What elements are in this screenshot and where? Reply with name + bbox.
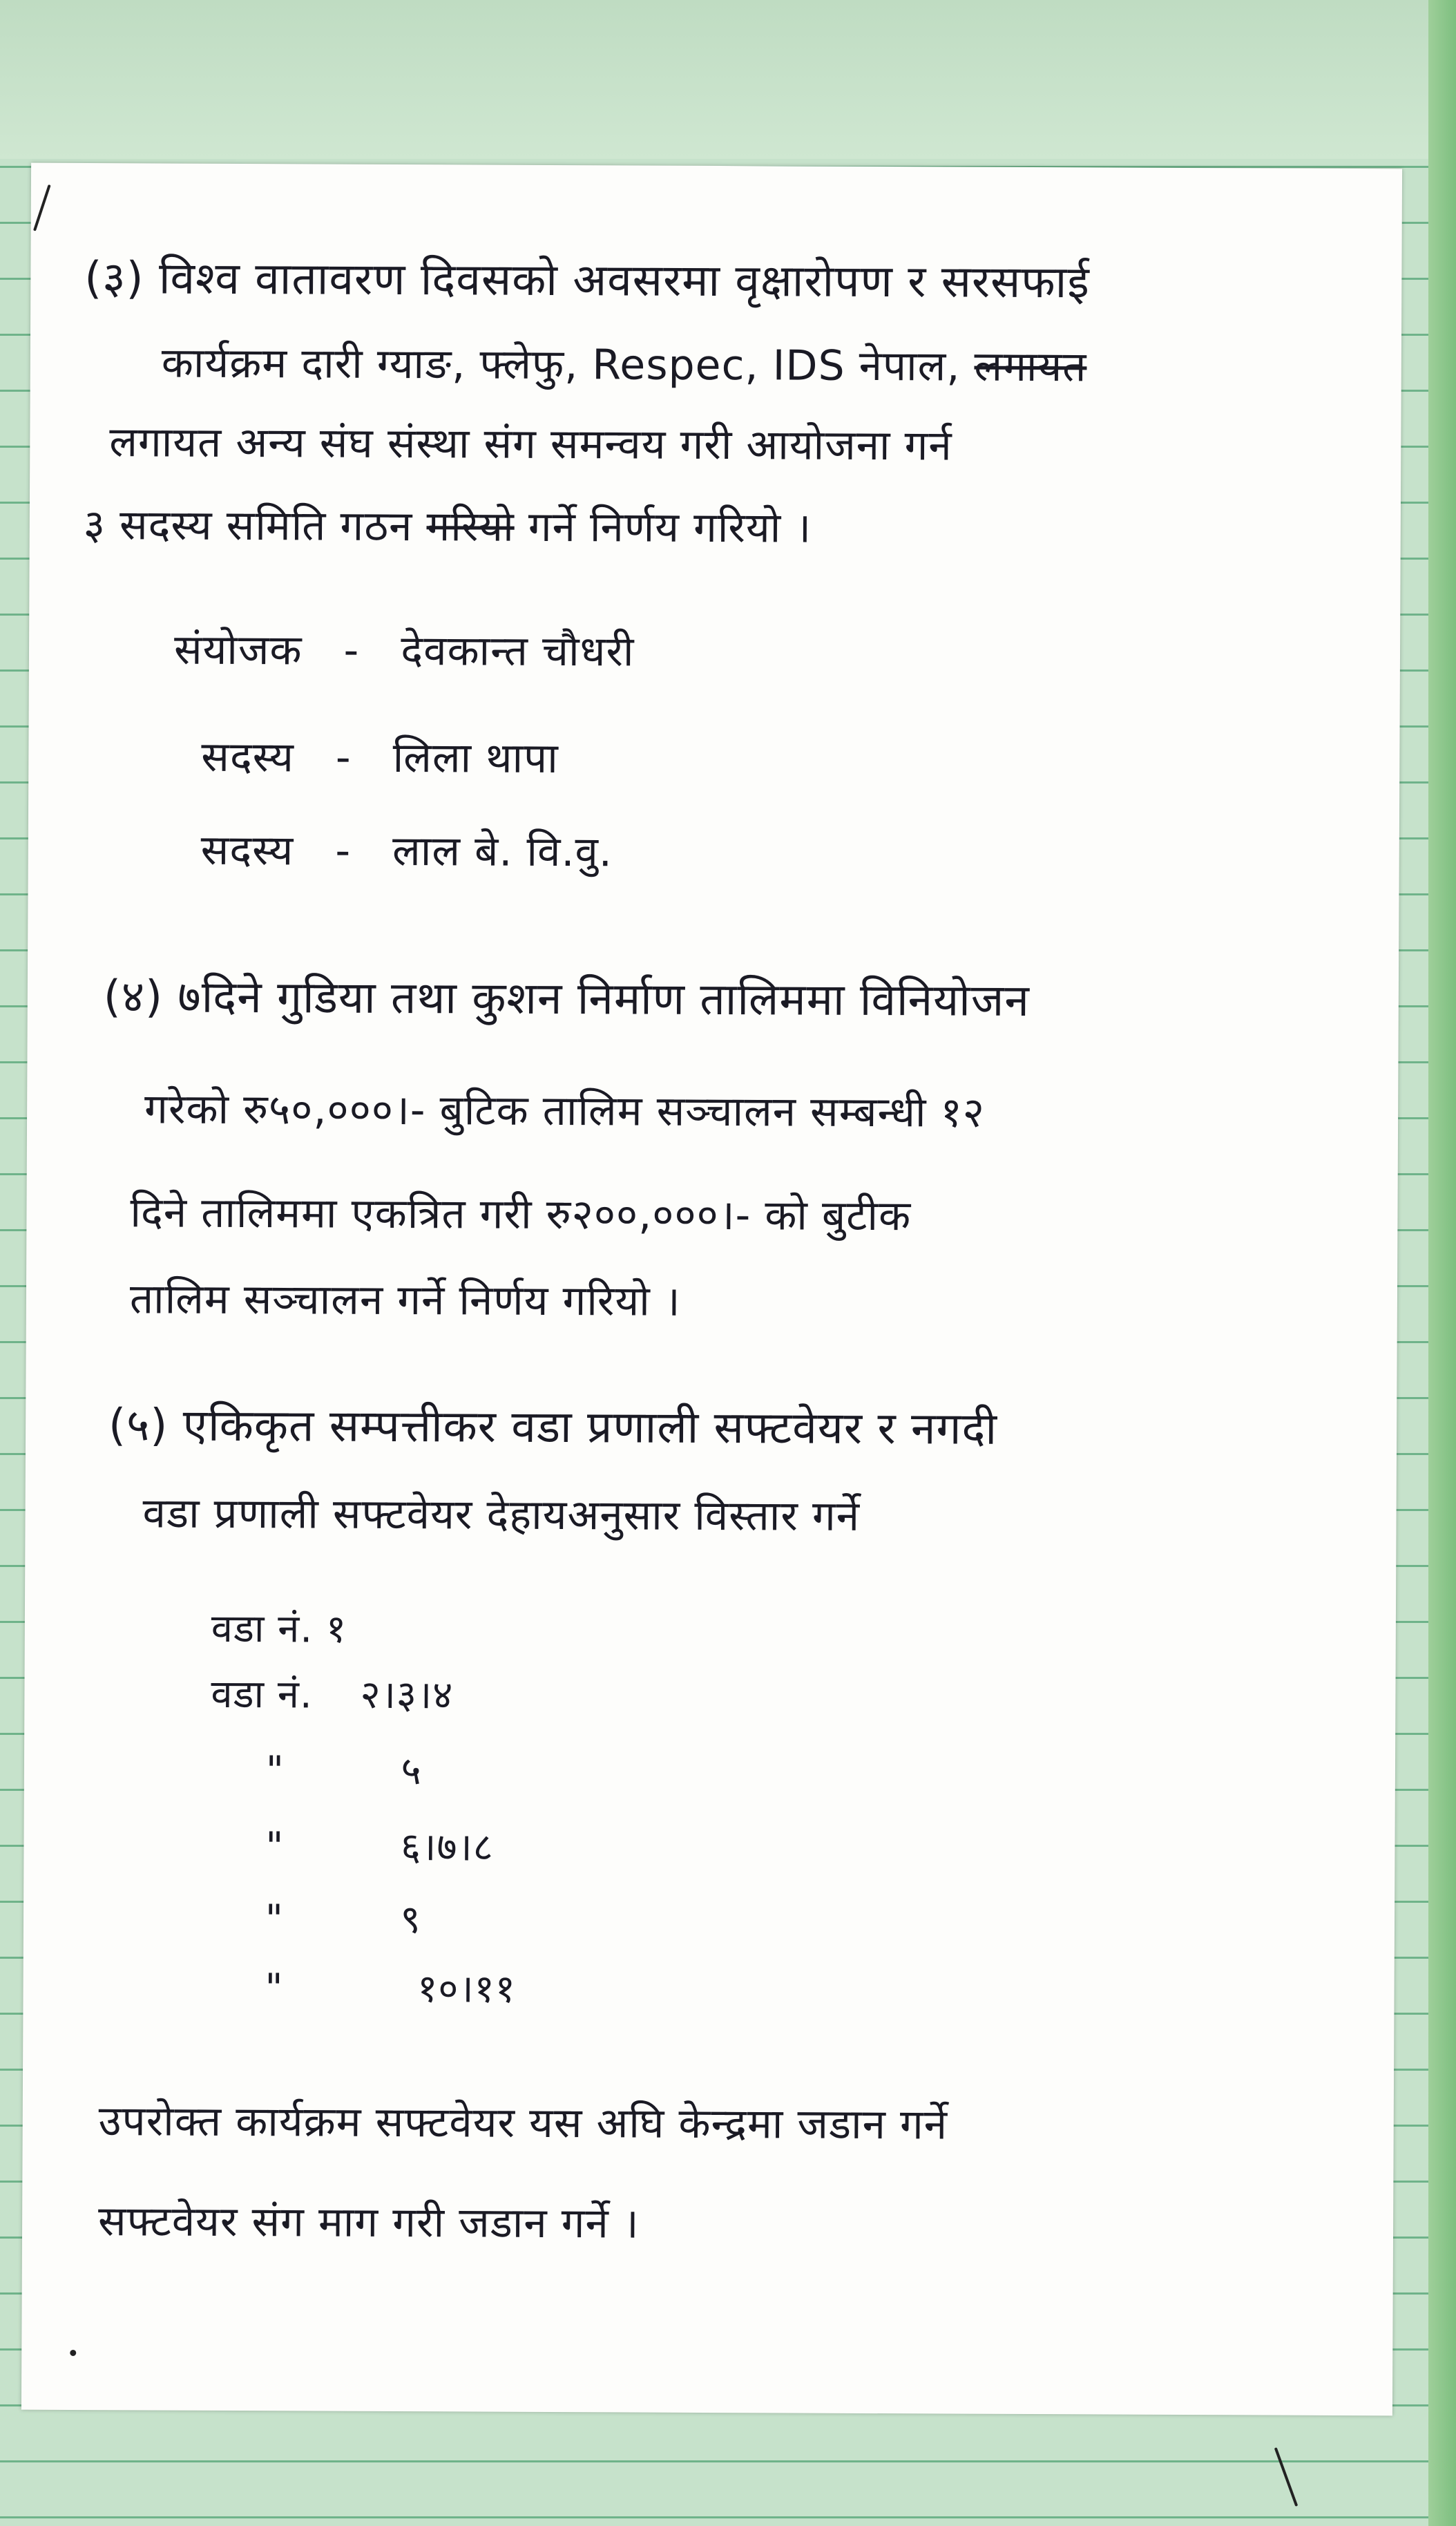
ink-dot bbox=[70, 2350, 76, 2356]
ward-label: " bbox=[265, 1824, 285, 1870]
item3-line4-end: गर्ने निर्णय गरियो । bbox=[528, 502, 812, 553]
item4-line4: तालिम सञ्चालन गर्ने निर्णय गरियो । bbox=[129, 1275, 681, 1326]
item5-line2: वडा प्रणाली सफ्टवेयर देहायअनुसार विस्तार गर्ने bbox=[142, 1489, 861, 1541]
member-role: सदस्य bbox=[200, 826, 294, 875]
item4-line3: दिने तालिममा एकत्रित गरी रु२००,०००।- को बुटीक bbox=[130, 1188, 912, 1241]
ward-row bbox=[265, 1891, 421, 1944]
member-row bbox=[201, 820, 613, 879]
ward-value: २।३।४ bbox=[360, 1672, 454, 1718]
item5-closing1: उपरोक्त कार्यक्रम सफ्टवेयर यस अघि केन्द्रमा जडान गर्ने bbox=[98, 2097, 948, 2149]
ward-value: १०।११ bbox=[417, 1966, 517, 2012]
member-row bbox=[201, 727, 559, 785]
ward-row bbox=[266, 1742, 422, 1796]
handwritten-note-sheet bbox=[21, 163, 1402, 2416]
ward-row bbox=[265, 1960, 516, 2014]
member-name: देवकान्त चौधरी bbox=[401, 627, 635, 676]
item4-line1: (४) ७दिने गुडिया तथा कुशन निर्माण तालिममा विनियोजन bbox=[103, 971, 1030, 1027]
member-role: संयोजक bbox=[173, 625, 303, 675]
ward-value: ९ bbox=[400, 1897, 421, 1943]
ward-label: वडा नं. bbox=[211, 1671, 313, 1718]
ward-row bbox=[211, 1601, 347, 1654]
item3-line2-text: कार्यक्रम दारी ग्याङ, फ्लेफु, Respec, IDS नेपाल, bbox=[161, 339, 961, 391]
item5-line1: (५) एकिकृत सम्पत्तीकर वडा प्रणाली सफ्टवेयर र नगदी bbox=[108, 1400, 998, 1455]
ward-row bbox=[211, 1666, 453, 1720]
ward-label: " bbox=[265, 1966, 284, 2011]
member-dash: - bbox=[335, 733, 352, 782]
member-dash: - bbox=[335, 826, 352, 875]
member-name: लिला थापा bbox=[392, 733, 559, 784]
item5-closing2: सफ्टवेयर संग माग गरी जडान गर्ने । bbox=[97, 2197, 640, 2248]
item3-line2-struck: लगायत bbox=[974, 342, 1087, 392]
member-row bbox=[174, 620, 635, 678]
item4-line2: गरेको रु५०,०००।- बुटिक तालिम सञ्चालन सम्बन्धी १२ bbox=[144, 1085, 986, 1137]
member-role: सदस्य bbox=[201, 732, 295, 782]
item3-line3: लगायत अन्य संघ संस्था संग समन्वय गरी आयोजना गर्न bbox=[109, 418, 952, 471]
ward-value: ५ bbox=[401, 1749, 422, 1794]
member-name: लाल बे. वि.वु. bbox=[392, 826, 613, 877]
item3-line4 bbox=[84, 495, 812, 555]
item3-line4-text: ३ सदस्य समिति गठन bbox=[83, 501, 413, 551]
ledger-binding-edge bbox=[1428, 0, 1456, 2526]
ward-label: " bbox=[265, 1897, 284, 1942]
item3-line1: (३) विश्व वातावरण दिवसको अवसरमा वृक्षारोपण र सरसफाई bbox=[84, 253, 1090, 309]
item3-line2 bbox=[162, 333, 1087, 394]
ward-label: " bbox=[265, 1748, 285, 1794]
ward-label: वडा नं. १ bbox=[211, 1606, 347, 1652]
pen-mark bbox=[33, 184, 51, 231]
member-dash: - bbox=[343, 626, 360, 675]
ledger-top-area bbox=[0, 0, 1456, 159]
item3-line4-struck: गरियो bbox=[426, 502, 515, 551]
ward-value: ६।७।८ bbox=[400, 1825, 495, 1870]
ward-row bbox=[265, 1818, 494, 1872]
